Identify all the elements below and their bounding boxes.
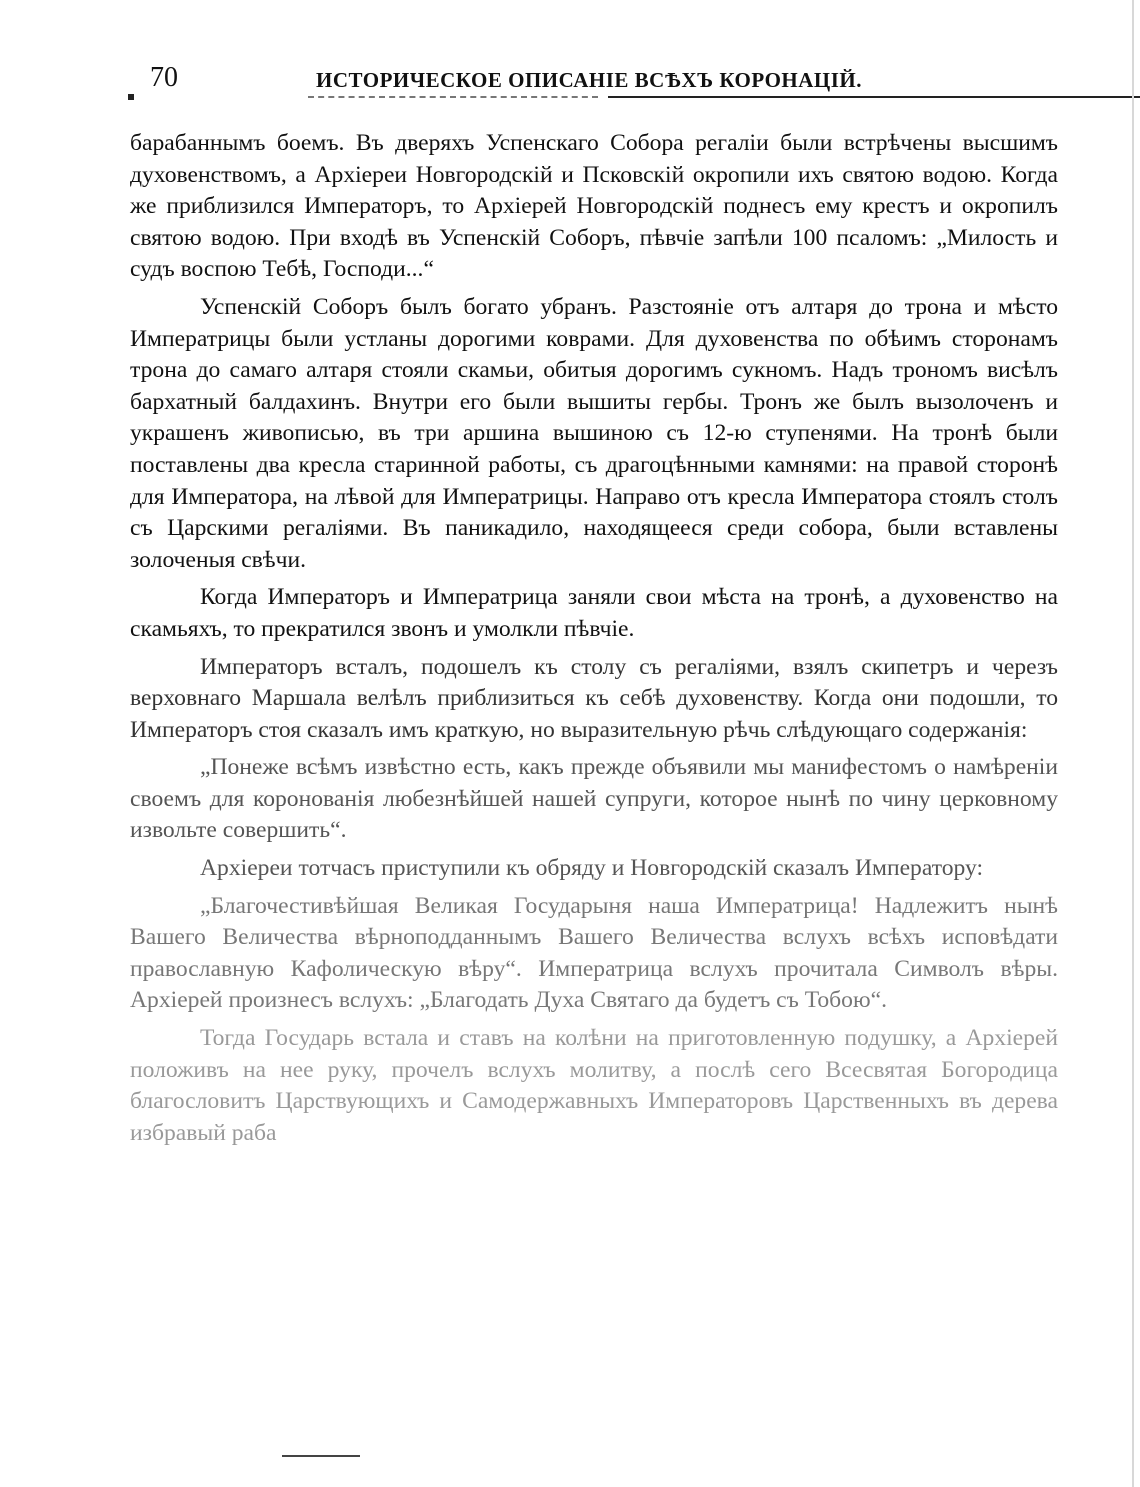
margin-mark <box>128 94 134 100</box>
paragraph: Тогда Государь встала и ставъ на колѣни на приготовленную подушку, а Архіерей положивъ на нее руку, прочелъ вслухъ молитву, а послѣ сего Всесвятая Богородица благословитъ Царствующихъ и Самодержавныхъ Императоровъ Царственныхъ въ дерева избравый раба <box>130 1025 1058 1146</box>
page-number: 70 <box>150 62 178 93</box>
header-dotted-rule <box>308 96 598 98</box>
paragraph: „Понеже всѣмъ извѣстно есть, какъ прежде объявили мы манифестомъ о намѣреніи своемъ для коронованія любезнѣйшей нашей супруги, которое нынѣ по чину церковному извольте совершить“. <box>130 754 1058 844</box>
page-header <box>128 60 1056 100</box>
header-rule <box>608 96 1140 98</box>
paragraph: барабаннымъ боемъ. Въ дверяхъ Успенскаго Собора регаліи были встрѣчены высшимъ духовенствомъ, а Архіереи Новгородскій и Псковскій окропили ихъ святою водою. Когда же приблизился Императоръ, то Архіерей Новгородскій поднесъ ему крестъ и окропилъ святою водою. При входѣ въ Успенскій Соборъ, пѣвчіе запѣли 100 псаломъ: „Милость и судъ воспою Тебѣ, Господи...“ <box>130 130 1058 283</box>
running-title: ИСТОРИЧЕСКОЕ ОПИСАНІЕ ВСѢХЪ КОРОНАЦІЙ. <box>316 68 863 92</box>
paragraph: Императоръ всталъ, подошелъ къ столу съ регаліями, взялъ скипетръ и черезъ верховнаго Маршала велѣлъ приблизиться къ себѣ духовенству. Когда они подошли, то Императоръ стоя сказалъ имъ краткую, но выразительную рѣчь слѣдующаго содержанія: <box>130 653 1058 743</box>
paragraph: Успенскій Соборъ былъ богато убранъ. Разстояніе отъ алтаря до трона и мѣсто Императрицы были устланы дорогими коврами. Для духовенства по обѣимъ сторонамъ трона до самаго алтаря стояли скамьи, обитыя дорогимъ сукномъ. Надъ трономъ висѣлъ бархатный балдахинъ. Внутри его были вышиты гербы. Тронъ же былъ вызолоченъ и украшенъ живописью, въ три аршина вышиною съ 12-ю ступенями. На тронѣ были поставлены два кресла старинной работы, съ драгоцѣнными камнями: на правой сторонѣ для Императора, на лѣвой для Императрицы. Направо отъ кресла Императора стоялъ столъ съ Царскими регаліями. Въ паникадило, находящееся среди собора, были вставлены золоченыя свѣчи. <box>130 293 1058 573</box>
paragraph: Когда Императоръ и Императрица заняли свои мѣста на тронѣ, а духовенство на скамьяхъ, то прекратился звонъ и умолкли пѣвчіе. <box>130 584 1058 642</box>
paragraph: „Благочестивѣйшая Великая Государыня наша Императрица! Надлежитъ нынѣ Вашего Величества вѣрноподданнымъ Вашего Величества вслухъ всѣхъ исповѣдати православную Кафолическую вѣру“. Императрица вслухъ прочитала Символъ вѣры. Архіерей произнесъ вслухъ: „Благодать Духа Святаго да будетъ съ Тобою“. <box>130 892 1058 1014</box>
footer-rule <box>282 1455 360 1457</box>
scan-edge <box>1132 0 1134 1487</box>
body-text <box>130 128 1058 1155</box>
paragraph: Архіереи тотчасъ приступили къ обряду и Новгородскій сказалъ Императору: <box>200 855 984 882</box>
